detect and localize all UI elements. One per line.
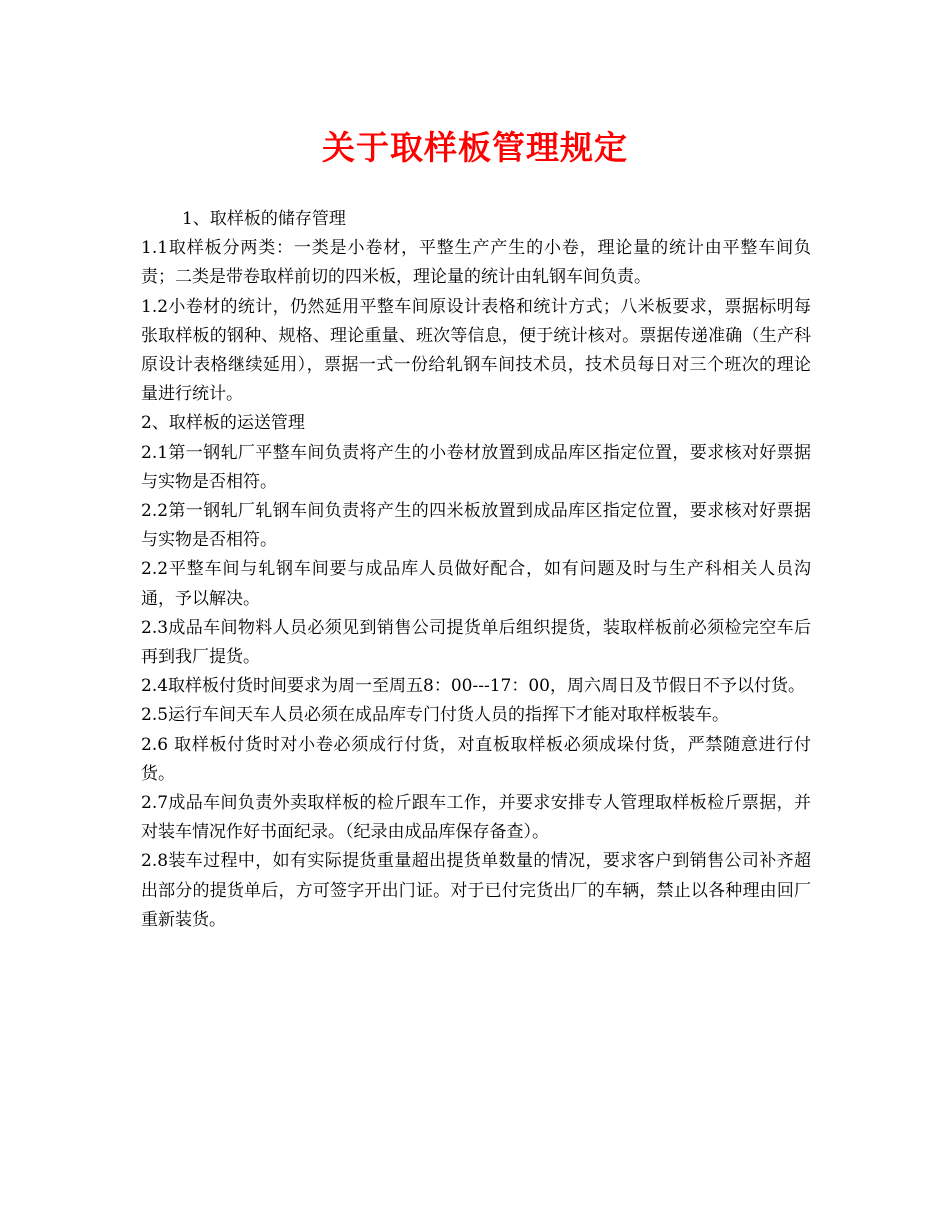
document-body bbox=[141, 205, 811, 935]
paragraph-2-7: 2.7成品车间负责外卖取样板的检斤跟车工作，并要求安排专人管理取样板检斤票据，并对装车情况作好书面纪录。（纪录由成品库保存备查）。 bbox=[141, 793, 811, 843]
paragraph-2-3: 2.3成品车间物料人员必须见到销售公司提货单后组织提货，装取样板前必须检完空车后再到我厂提货。 bbox=[141, 617, 811, 668]
paragraph-2-2a: 2.2第一钢轧厂轧钢车间负责将产生的四米板放置到成品库区指定位置，要求核对好票据与实物是否相符。 bbox=[141, 501, 811, 551]
paragraph-2-5: 2.5运行车间天车人员必须在成品库专门付货人员的指挥下才能对取样板装车。 bbox=[141, 705, 730, 726]
paragraph-1-1: 1.1取样板分两类：一类是小卷材，平整生产产生的小卷，理论量的统计由平整车间负责；二类是带卷取样前切的四米板，理论量的统计由轧钢车间负责。 bbox=[141, 238, 811, 288]
paragraph-2-1: 2.1第一钢轧厂平整车间负责将产生的小卷材放置到成品库区指定位置，要求核对好票据与实物是否相符。 bbox=[141, 442, 811, 492]
paragraph-1-2: 1.2小卷材的统计，仍然延用平整车间原设计表格和统计方式；八米板要求，票据标明每张取样板的钢种、规格、理论重量、班次等信息，便于统计核对。票据传递准确（生产科原设计表格继续延用），票据一式一份给轧钢车间技术员，技术员每日对三个班次的理论量进行统计。 bbox=[141, 296, 811, 405]
paragraph-2-2b: 2.2平整车间与轧钢车间要与成品库人员做好配合，如有问题及时与生产科相关人员沟通，予以解决。 bbox=[141, 559, 811, 609]
paragraph-2-8: 2.8装车过程中，如有实际提货重量超出提货单数量的情况，要求客户到销售公司补齐超出部分的提货单后，方可签字开出门证。对于已付完货出厂的车辆，禁止以各种理由回厂重新装货。 bbox=[141, 851, 811, 930]
paragraph-2-4: 2.4取样板付货时间要求为周一至周五8：00---17：00，周六周日及节假日不予以付货。 bbox=[141, 676, 805, 697]
section-heading-transport: 2、取样板的运送管理 bbox=[141, 413, 305, 434]
paragraph-2-6: 2.6 取样板付货时对小卷必须成行付货，对直板取样板必须成垛付货，严禁随意进行付货。 bbox=[141, 734, 811, 784]
section-heading-storage: 1、取样板的储存管理 bbox=[182, 209, 346, 229]
document-title: 关于取样板管理规定 bbox=[322, 128, 628, 167]
